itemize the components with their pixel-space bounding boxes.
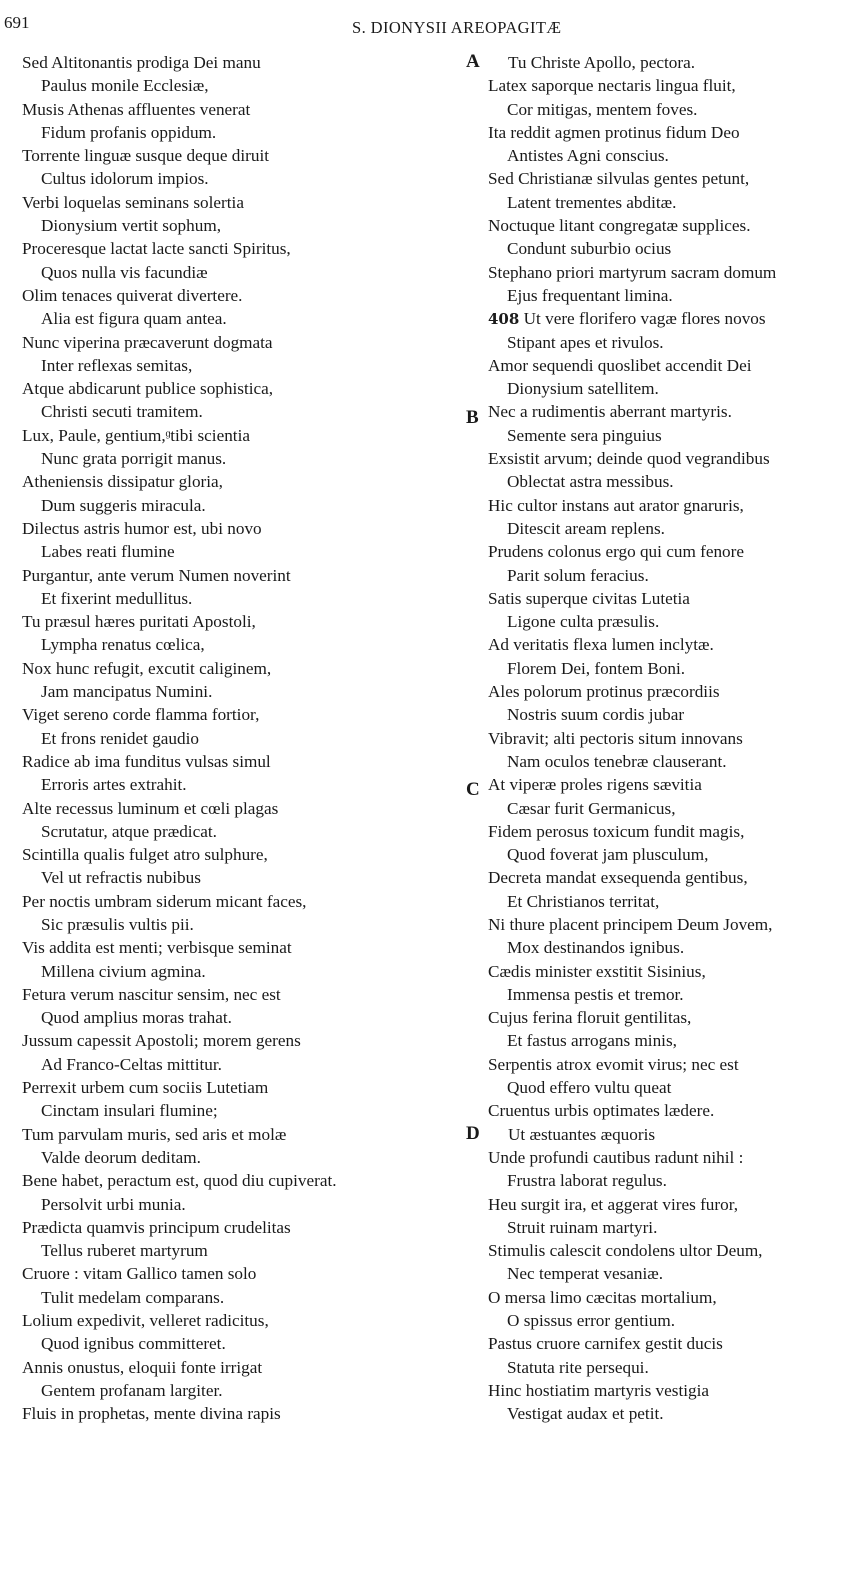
verse-text: Cujus ferina floruit gentilitas, — [488, 1008, 692, 1028]
verse-text: Nox hunc refugit, excutit caliginem, — [22, 658, 272, 678]
verse-line — [22, 1099, 452, 1122]
verse-text: Quod amplius moras trahat. — [41, 1008, 232, 1028]
verse-line — [22, 936, 452, 959]
verse-line — [22, 960, 452, 983]
verse-text: Lolium expedivit, velleret radicitus, — [22, 1311, 269, 1331]
verse-text: Per noctis umbram siderum micant faces, — [22, 891, 307, 911]
verse-text: Christi secuti tramitem. — [41, 402, 203, 422]
verse-text: Pastus cruore carnifex gestit ducis — [488, 1334, 723, 1354]
verse-line — [22, 307, 452, 330]
verse-line — [488, 843, 850, 866]
verse-line — [22, 1262, 452, 1285]
verse-text: Ita reddit agmen protinus fidum Deo — [488, 122, 740, 142]
verse-text: Gentem profanam largiter. — [41, 1380, 223, 1400]
verse-text: Noctuque litant congregatæ supplices. — [488, 216, 751, 236]
verse-text: Valde deorum deditam. — [41, 1147, 201, 1167]
verse-text: Nec temperat vesaniæ. — [507, 1264, 664, 1284]
verse-text: Fetura verum nascitur sensim, nec est — [22, 984, 281, 1004]
verse-line — [22, 1286, 452, 1309]
verse-line — [488, 1029, 850, 1052]
page-number: 691 — [4, 13, 30, 32]
verse-line — [22, 400, 452, 423]
verse-text: Ditescit aream replens. — [507, 518, 665, 538]
verse-line — [22, 1216, 452, 1239]
verse-line — [22, 703, 452, 726]
verse-text: Sic præsulis vultis pii. — [41, 914, 194, 934]
verse-line — [488, 1379, 850, 1402]
verse-text: Lympha renatus cœlica, — [41, 635, 205, 655]
verse-text: Proceresque lactat lacte sancti Spiritus, — [22, 239, 291, 259]
verse-line — [488, 773, 850, 796]
verse-text: Fidem perosus toxicum fundit magis, — [488, 821, 745, 841]
verse-line — [22, 727, 452, 750]
verse-text: Nam oculos tenebræ clauserant. — [507, 751, 727, 771]
verse-text: Viget sereno corde flamma fortior, — [22, 705, 260, 725]
verse-text: Sed Christianæ silvulas gentes petunt, — [488, 169, 750, 189]
verse-line — [22, 890, 452, 913]
verse-line — [488, 587, 850, 610]
verse-text: Nunc viperina præcaverunt dogmata — [22, 332, 273, 352]
verse-text: Alte recessus luminum et cœli plagas — [22, 798, 279, 818]
verse-line — [488, 167, 850, 190]
verse-line — [488, 1262, 850, 1285]
verse-line — [22, 680, 452, 703]
verse-text: Immensa pestis et tremor. — [507, 984, 684, 1004]
verse-text: Tulit medelam comparans. — [41, 1287, 225, 1307]
verse-text: Nec a rudimentis aberrant martyris. — [488, 402, 732, 422]
verse-text: Jam mancipatus Numini. — [41, 682, 213, 702]
verse-text: Cædis minister exstitit Sisinius, — [488, 961, 706, 981]
verse-text: Et Christianos territat, — [507, 891, 660, 911]
verse-text: Tum parvulam muris, sed aris et molæ — [22, 1124, 287, 1144]
verse-text: Ligone culta præsulis. — [507, 612, 660, 632]
verse-line — [488, 1309, 850, 1332]
verse-line — [488, 121, 850, 144]
verse-text: Musis Athenas affluentes venerat — [22, 99, 251, 119]
verse-text: Ad veritatis flexa lumen inclytæ. — [488, 635, 714, 655]
left-column — [22, 51, 452, 1426]
verse-text: Dum suggeris miracula. — [41, 495, 206, 515]
verse-line — [488, 354, 850, 377]
verse-line — [22, 354, 452, 377]
verse-text: Fluis in prophetas, mente divina rapis — [22, 1404, 281, 1424]
verse-line — [488, 1286, 850, 1309]
verse-text: Amor sequendi quoslibet accendit Dei — [488, 355, 752, 375]
verse-line — [22, 167, 452, 190]
verse-text: Jussum capessit Apostoli; morem gerens — [22, 1031, 301, 1051]
verse-line — [488, 400, 850, 423]
verse-line — [22, 494, 452, 517]
verse-text: Decreta mandat exsequenda gentibus, — [488, 868, 748, 888]
verse-line — [22, 1309, 452, 1332]
verse-line — [488, 750, 850, 773]
verse-text: Bene habet, peractum est, quod diu cupiverat. — [22, 1171, 337, 1191]
verse-line — [22, 983, 452, 1006]
verse-line — [22, 564, 452, 587]
margin-marker: C — [466, 779, 480, 801]
verse-text: Tu Christe Apollo, pectora. — [508, 53, 695, 72]
verse-text: Cor mitigas, mentem foves. — [507, 99, 698, 119]
verse-line — [488, 1356, 850, 1379]
verse-line — [488, 1402, 850, 1425]
verse-line — [488, 913, 850, 936]
verse-text: Verbi loquelas seminans solertia — [22, 192, 244, 212]
verse-line — [22, 820, 452, 843]
verse-text: Condunt suburbio ocius — [507, 239, 672, 259]
verse-text: Cinctam insulari flumine; — [41, 1101, 218, 1121]
verse-text: Cultus idolorum impios. — [41, 169, 209, 189]
verse-line — [488, 680, 850, 703]
verse-text: Semente sera pinguius — [507, 425, 662, 445]
verse-text: O spissus error gentium. — [507, 1311, 676, 1331]
verse-line — [22, 773, 452, 796]
verse-text: Latent trementes abditæ. — [507, 192, 677, 212]
verse-line — [22, 1402, 452, 1425]
verse-line — [22, 1169, 452, 1192]
verse-line — [22, 447, 452, 470]
verse-text: Nunc grata porrigit manus. — [41, 449, 227, 469]
verse-text: Exsistit arvum; deinde quod vegrandibus — [488, 449, 770, 469]
verse-text: Stimulis calescit condolens ultor Deum, — [488, 1241, 763, 1261]
verse-line — [22, 797, 452, 820]
verse-text: Quod effero vultu queat — [507, 1078, 672, 1098]
verse-line — [488, 144, 850, 167]
verse-line — [488, 866, 850, 889]
right-column — [488, 51, 850, 1426]
verse-text: Quod foverat jam plusculum, — [507, 845, 709, 865]
verse-text: Cruore : vitam Gallico tamen solo — [22, 1264, 257, 1284]
verse-text: Alia est figura quam antea. — [41, 309, 227, 329]
verse-line — [22, 1379, 452, 1402]
verse-line — [22, 843, 452, 866]
verse-line — [488, 517, 850, 540]
verse-line — [22, 1053, 452, 1076]
verse-line — [22, 214, 452, 237]
verse-line — [488, 1123, 850, 1146]
verse-text: Scintilla qualis fulget atro sulphure, — [22, 845, 268, 865]
verse-line — [488, 540, 850, 563]
verse-text: Persolvit urbi munia. — [41, 1194, 186, 1214]
verse-line — [22, 517, 452, 540]
verse-line — [22, 51, 452, 74]
verse-line — [488, 331, 850, 354]
verse-line — [488, 470, 850, 493]
verse-text: Ut vere florifero vagæ flores novos — [523, 309, 766, 329]
verse-text: O mersa limo cæcitas mortalium, — [488, 1287, 717, 1307]
verse-line — [22, 1332, 452, 1355]
verse-line — [22, 750, 452, 773]
verse-text: Radice ab ima funditus vulsas simul — [22, 751, 271, 771]
verse-line — [488, 1099, 850, 1122]
verse-text: Labes reati flumine — [41, 542, 175, 562]
verse-text: Torrente linguæ susque deque diruit — [22, 146, 270, 166]
verse-text: Hinc hostiatim martyris vestigia — [488, 1380, 710, 1400]
verse-text: Dilectus astris humor est, ubi novo — [22, 518, 262, 538]
verse-text: Vis addita est menti; verbisque seminat — [22, 938, 292, 958]
verse-line — [22, 237, 452, 260]
verse-text: Scrutatur, atque prædicat. — [41, 821, 217, 841]
margin-marker: D — [466, 1122, 480, 1144]
verse-text: Vestigat audax et petit. — [507, 1404, 664, 1424]
verse-line — [488, 820, 850, 843]
verse-line — [488, 1146, 850, 1169]
verse-text: Tu præsul hæres puritati Apostoli, — [22, 612, 256, 632]
section-number: 408 — [488, 310, 520, 329]
verse-text: Purgantur, ante verum Numen noverint — [22, 565, 291, 585]
verse-text: Ni thure placent principem Deum Jovem, — [488, 914, 773, 934]
verse-text: Florem Dei, fontem Boni. — [507, 658, 686, 678]
verse-line — [22, 284, 452, 307]
verse-text: Statuta rite persequi. — [507, 1357, 649, 1377]
verse-line — [22, 1239, 452, 1262]
verse-line — [22, 191, 452, 214]
verse-line — [488, 51, 850, 74]
verse-text: Mox destinandos ignibus. — [507, 938, 685, 958]
verse-line — [488, 1053, 850, 1076]
verse-text: Paulus monile Ecclesiæ, — [41, 76, 209, 96]
verse-line — [22, 1123, 452, 1146]
verse-line — [22, 1146, 452, 1169]
verse-text: Frustra laborat regulus. — [507, 1171, 667, 1191]
verse-text: Atheniensis dissipatur gloria, — [22, 472, 223, 492]
verse-text: At viperæ proles rigens sævitia — [488, 775, 702, 795]
verse-line — [488, 447, 850, 470]
verse-text: Ut æstuantes æquoris — [508, 1124, 656, 1144]
verse-text: Parit solum feracius. — [507, 565, 649, 585]
verse-text: Tellus ruberet martyrum — [41, 1241, 208, 1261]
verse-line — [22, 470, 452, 493]
verse-line — [488, 1332, 850, 1355]
verse-text: Vibravit; alti pectoris situm innovans — [488, 728, 743, 748]
verse-line — [488, 703, 850, 726]
running-head: S. DIONYSII AREOPAGITÆ — [352, 18, 562, 37]
verse-text: Prædicta quamvis principum crudelitas — [22, 1217, 291, 1237]
verse-line — [488, 307, 850, 330]
verse-line — [488, 1076, 850, 1099]
verse-text: Fidum profanis oppidum. — [41, 122, 217, 142]
verse-text: Cruentus urbis optimates lædere. — [488, 1101, 715, 1121]
verse-line — [22, 1029, 452, 1052]
verse-line — [488, 890, 850, 913]
verse-text: Ales polorum protinus præcordiis — [488, 682, 720, 702]
verse-line — [488, 261, 850, 284]
verse-line — [488, 191, 850, 214]
verse-text: Et fastus arrogans minis, — [507, 1031, 677, 1051]
verse-line — [488, 564, 850, 587]
verse-line — [488, 494, 850, 517]
verse-text: Latex saporque nectaris lingua fluit, — [488, 76, 736, 96]
verse-text: Prudens colonus ergo qui cum fenore — [488, 542, 745, 562]
verse-text: Lux, Paule, gentium,ᶢtibi scientia — [22, 425, 250, 445]
verse-text: Olim tenaces quiverat divertere. — [22, 285, 243, 305]
verse-line — [22, 1193, 452, 1216]
verse-line — [22, 424, 452, 447]
verse-line — [22, 331, 452, 354]
verse-line — [488, 797, 850, 820]
verse-text: Et fixerint medullitus. — [41, 588, 193, 608]
verse-line — [488, 98, 850, 121]
verse-text: Ad Franco-Celtas mittitur. — [41, 1054, 222, 1074]
verse-line — [22, 1076, 452, 1099]
verse-line — [488, 633, 850, 656]
verse-line — [22, 261, 452, 284]
verse-text: Quod ignibus committeret. — [41, 1334, 226, 1354]
verse-text: Cæsar furit Germanicus, — [507, 798, 676, 818]
verse-line — [488, 936, 850, 959]
verse-text: Et frons renidet gaudio — [41, 728, 199, 748]
verse-text: Nostris suum cordis jubar — [507, 705, 685, 725]
verse-text: Heu surgit ira, et aggerat vires furor, — [488, 1194, 739, 1214]
verse-line — [488, 657, 850, 680]
verse-text: Unde profundi cautibus radunt nihil : — [488, 1147, 744, 1167]
verse-line — [22, 540, 452, 563]
margin-marker: A — [466, 51, 480, 72]
verse-text: Hic cultor instans aut arator gnaruris, — [488, 495, 744, 515]
verse-text: Antistes Agni conscius. — [507, 146, 669, 166]
verse-line — [488, 284, 850, 307]
verse-text: Stephano priori martyrum sacram domum — [488, 262, 777, 282]
verse-line — [22, 144, 452, 167]
verse-line — [22, 587, 452, 610]
verse-line — [22, 913, 452, 936]
verse-text: Atque abdicarunt publice sophistica, — [22, 379, 274, 399]
verse-text: Dionysium vertit sophum, — [41, 216, 221, 236]
verse-line — [22, 74, 452, 97]
verse-text: Stipant apes et rivulos. — [507, 332, 664, 352]
verse-line — [488, 377, 850, 400]
verse-line — [488, 727, 850, 750]
verse-line — [488, 610, 850, 633]
verse-line — [22, 121, 452, 144]
verse-text: Millena civium agmina. — [41, 961, 206, 981]
verse-line — [488, 983, 850, 1006]
verse-line — [22, 657, 452, 680]
verse-text: Satis superque civitas Lutetia — [488, 588, 690, 608]
verse-line — [22, 1356, 452, 1379]
verse-line — [22, 98, 452, 121]
verse-text: Sed Altitonantis prodiga Dei manu — [22, 53, 261, 72]
verse-line — [22, 633, 452, 656]
verse-line — [488, 214, 850, 237]
verse-text: Ejus frequentant limina. — [507, 285, 673, 305]
verse-line — [22, 1006, 452, 1029]
verse-line — [22, 610, 452, 633]
verse-line — [488, 1006, 850, 1029]
verse-text: Erroris artes extrahit. — [41, 775, 187, 795]
verse-text: Inter reflexas semitas, — [41, 355, 193, 375]
verse-line — [488, 1193, 850, 1216]
verse-text: Serpentis atrox evomit virus; nec est — [488, 1054, 739, 1074]
verse-line — [22, 866, 452, 889]
verse-line — [488, 960, 850, 983]
margin-marker: B — [466, 406, 479, 428]
verse-line — [488, 1216, 850, 1239]
verse-line — [488, 424, 850, 447]
verse-line — [488, 1169, 850, 1192]
verse-text: Oblectat astra messibus. — [507, 472, 674, 492]
verse-line — [488, 74, 850, 97]
verse-text: Annis onustus, eloquii fonte irrigat — [22, 1357, 263, 1377]
verse-text: Quos nulla vis facundiæ — [41, 262, 208, 282]
verse-text: Struit ruinam martyri. — [507, 1217, 658, 1237]
verse-text: Perrexit urbem cum sociis Lutetiam — [22, 1078, 269, 1098]
verse-line — [22, 377, 452, 400]
verse-text: Vel ut refractis nubibus — [41, 868, 201, 888]
verse-line — [488, 1239, 850, 1262]
verse-line — [488, 237, 850, 260]
verse-text: Dionysium satellitem. — [507, 379, 659, 399]
